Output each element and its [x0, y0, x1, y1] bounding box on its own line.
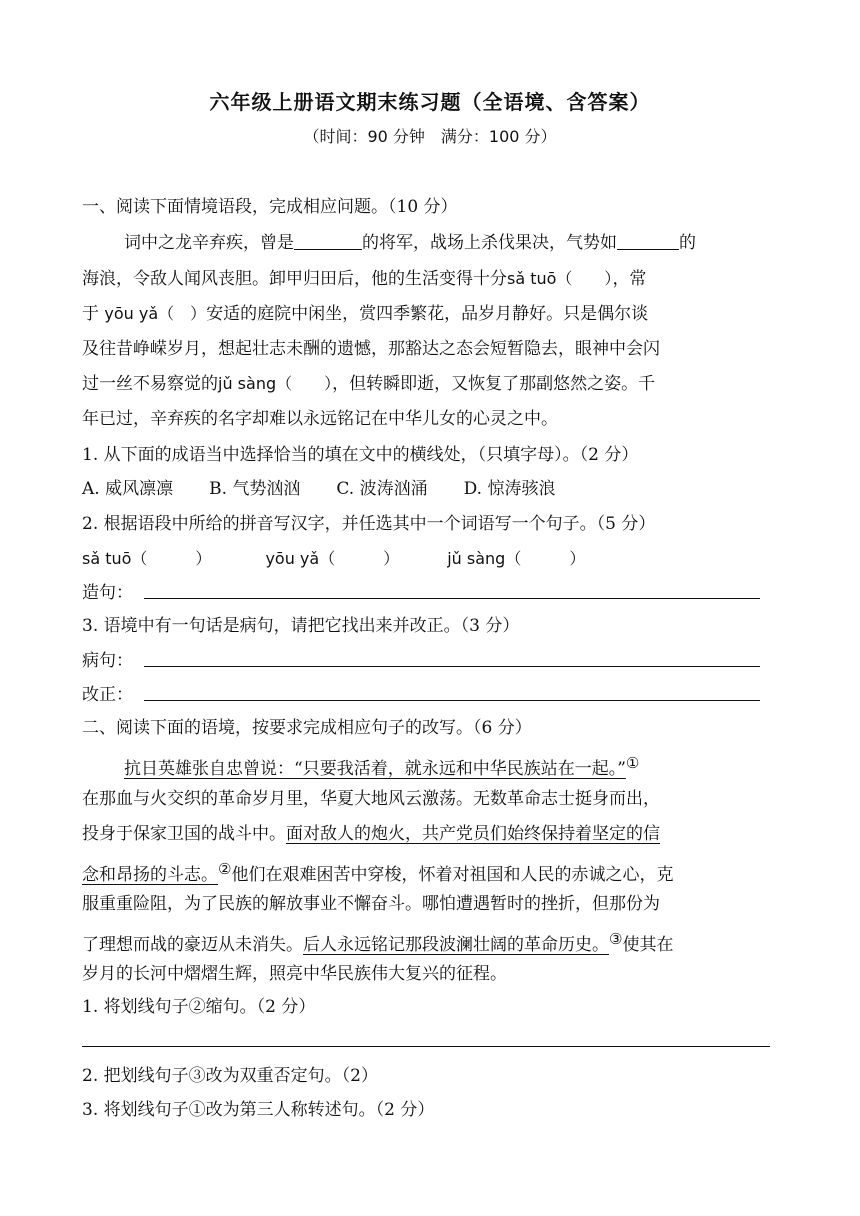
question-2-1: 1. 将划线句子②缩句。（2 分） [82, 997, 316, 1017]
underlined-sentence-2-end: 念和昂扬的斗志。 [82, 865, 218, 885]
passage-2-line-5: 服重重险阻，为了民族的解放事业不懈奋斗。哪怕遭遇暂时的挫折，但那份为 [82, 894, 660, 914]
correction-answer-line[interactable] [144, 700, 760, 701]
make-sentence-label: 造句： [82, 583, 133, 603]
page-title: 六年级上册语文期末练习题（全语境、含答案） [209, 90, 651, 114]
exam-meta: （时间：90 分钟 满分：100 分） [303, 127, 557, 146]
passage-text: 过一丝不易察觉的 [82, 374, 218, 394]
passage-1-line-2 [82, 262, 646, 296]
pinyin-prompt[interactable]: jǔ sàng（ ） [218, 374, 333, 393]
passage-text: 使其在 [622, 935, 674, 955]
passage-1-line-3 [82, 297, 648, 331]
wrong-sentence-answer-line[interactable] [144, 666, 760, 667]
option-d[interactable]: D. 惊涛骇浪 [463, 479, 556, 499]
underlined-sentence-3: 后人永远铭记那段波澜壮阔的革命历史。 [303, 935, 609, 955]
passage-2-line-2: 在那血与火交织的革命岁月里，华夏大地风云激荡。无数革命志士挺身而出， [82, 789, 660, 809]
fill-blank[interactable] [617, 231, 679, 250]
section-1-heading: 一、阅读下面情境语段，完成相应问题。（10 分） [82, 197, 458, 217]
section-2-heading: 二、阅读下面的语境，按要求完成相应句子的改写。（6 分） [82, 718, 532, 738]
pinyin-prompt[interactable]: yōu yǎ（ ） [104, 304, 207, 323]
question-1-1: 1. 从下面的成语当中选择恰当的填在文中的横线处，（只填字母）。（2 分） [82, 445, 639, 465]
fill-blank[interactable] [294, 231, 362, 250]
passage-1-line-6: 年已过，辛弃疾的名字却难以永远铭记在中华儿女的心灵之中。 [82, 409, 558, 429]
passage-text: 的将军，战场上杀伐果决，气势如 [362, 233, 617, 253]
pinyin-prompt[interactable]: sǎ tuō（ ） [507, 269, 613, 288]
correction-label: 改正： [82, 685, 133, 705]
marker-2: ② [218, 860, 232, 878]
passage-2-line-6 [82, 922, 673, 956]
wrong-sentence-label: 病句： [82, 651, 133, 671]
passage-text: 海浪，令敌人闻风丧胆。卸甲归田后，他的生活变得十分 [82, 269, 507, 289]
passage-text: 词中之龙辛弃疾，曾是 [124, 233, 294, 253]
question-1-1-options [82, 472, 555, 506]
option-a[interactable]: A. 威风凛凛 [82, 479, 174, 499]
question-2-1-answer-line[interactable] [82, 1046, 770, 1047]
question-2-3: 3. 将划线句子①改为第三人称转述句。（2 分） [82, 1100, 435, 1120]
passage-text: 于 [82, 304, 99, 324]
question-2-2: 2. 把划线句子③改为双重否定句。（2） [82, 1066, 378, 1086]
passage-text: ，常 [612, 269, 647, 289]
pinyin-answer-1[interactable]: sǎ tuō（ ） [82, 549, 212, 568]
passage-text: ，但转瞬即逝，又恢复了那副悠然之姿。千 [332, 374, 656, 394]
question-1-2-pinyin [82, 542, 585, 576]
pinyin-answer-3[interactable]: jǔ sàng（ ） [447, 549, 586, 568]
passage-2-line-7: 岁月的长河中熠熠生辉，照亮中华民族伟大复兴的征程。 [82, 964, 507, 984]
passage-2-line-1 [124, 746, 639, 780]
marker-1: ① [625, 754, 640, 772]
underlined-sentence-2: 面对敌人的炮火，共产党员们始终保持着坚定的信 [286, 824, 660, 844]
passage-2-line-4 [82, 852, 673, 886]
option-c[interactable]: C. 波涛汹涌 [336, 479, 428, 499]
passage-2-line-3 [82, 817, 660, 851]
marker-3: ③ [609, 930, 623, 948]
passage-text: 他们在艰难困苦中穿梭，怀着对祖国和人民的赤诚之心，克 [231, 865, 674, 885]
passage-1-line-1 [124, 226, 696, 260]
make-sentence-answer-line[interactable] [144, 598, 760, 599]
passage-1-line-5 [82, 367, 655, 401]
passage-text: 投身于保家卫国的战斗中。 [82, 824, 286, 844]
passage-text: 的 [679, 233, 696, 253]
underlined-sentence-1: 抗日英雄张自忠曾说：“只要我活着，就永远和中华民族站在一起。” [124, 759, 626, 779]
question-1-3: 3. 语境中有一句话是病句，请把它找出来并改正。（3 分） [82, 616, 520, 636]
passage-text: 安适的庭院中闲坐，赏四季繁花，品岁月静好。只是偶尔谈 [206, 304, 649, 324]
pinyin-answer-2[interactable]: yōu yǎ（ ） [265, 549, 400, 568]
option-b[interactable]: B. 气势汹汹 [209, 479, 301, 499]
passage-text: 了理想而战的豪迈从未消失。 [82, 935, 303, 955]
passage-1-line-4: 及往昔峥嵘岁月，想起壮志未酬的遗憾，那豁达之态会短暂隐去，眼神中会闪 [82, 339, 660, 359]
question-1-2: 2. 根据语段中所给的拼音写汉字，并任选其中一个词语写一个句子。（5 分） [82, 514, 656, 534]
